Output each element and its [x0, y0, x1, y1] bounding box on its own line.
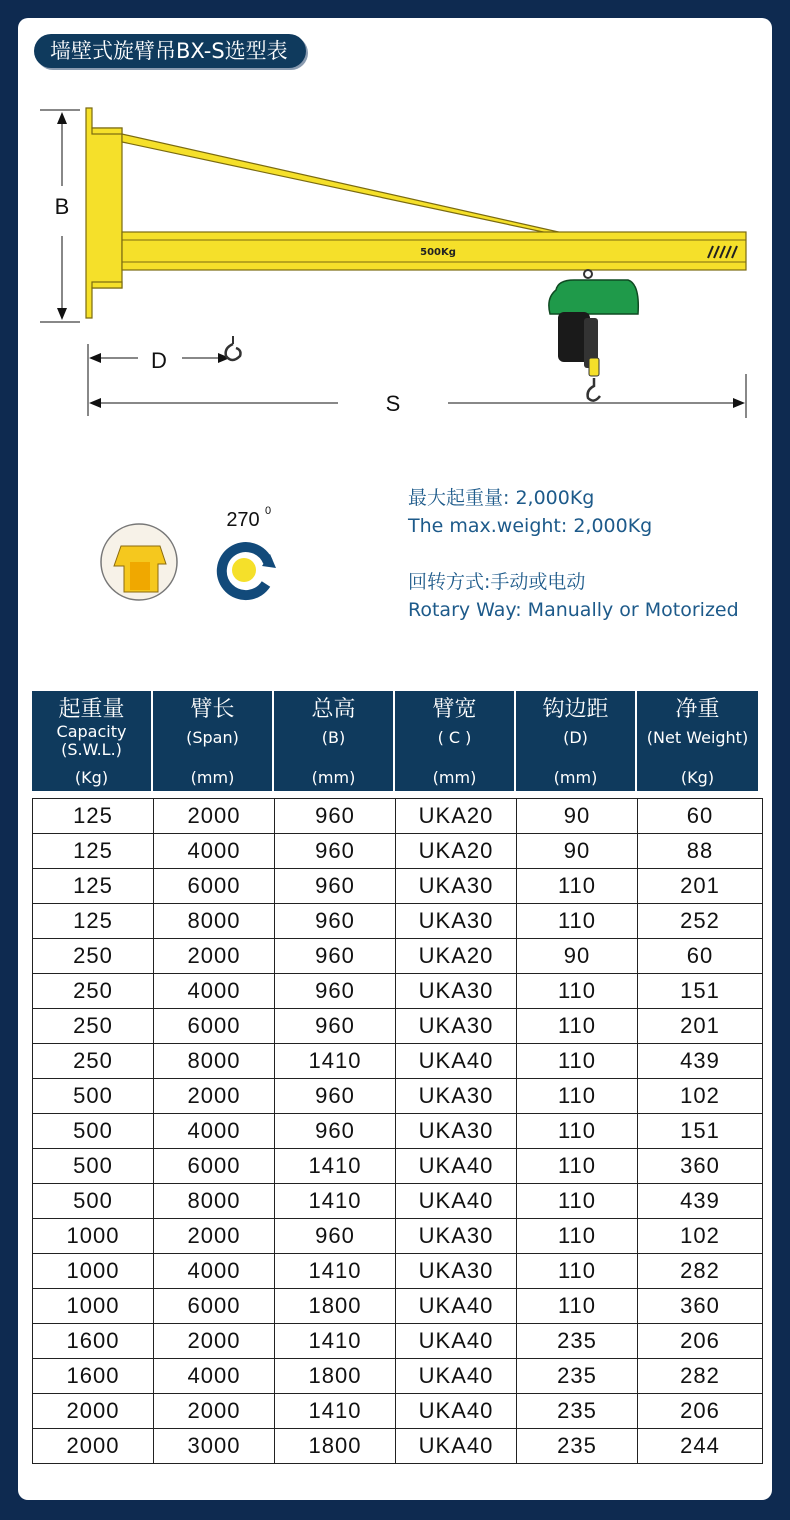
table-row: [33, 1429, 763, 1464]
cell-arm-width: UKA40: [396, 1149, 517, 1184]
cell-net-weight: 282: [638, 1254, 763, 1289]
cell-height: 960: [275, 799, 396, 834]
page-title: 墙壁式旋臂吊BX-S选型表: [34, 34, 306, 68]
cell-capacity: 500: [33, 1184, 154, 1219]
hook-icon: [226, 336, 241, 360]
cell-net-weight: 60: [638, 939, 763, 974]
header-arm-width-unit: (mm): [432, 768, 477, 787]
table-row: [33, 1359, 763, 1394]
table-row: [33, 1114, 763, 1149]
cell-net-weight: 206: [638, 1324, 763, 1359]
cell-arm-width: UKA30: [396, 1114, 517, 1149]
cell-capacity: 1000: [33, 1254, 154, 1289]
header-hook-distance-en: (D): [563, 728, 588, 747]
header-span: [153, 691, 272, 791]
cell-capacity: 1000: [33, 1289, 154, 1324]
cell-hook-distance: 235: [517, 1394, 638, 1429]
cell-height: 960: [275, 1219, 396, 1254]
cell-arm-width: UKA30: [396, 904, 517, 939]
cell-net-weight: 439: [638, 1044, 763, 1079]
header-span-cn: 臂长: [190, 697, 235, 722]
table-row: [33, 974, 763, 1009]
max-weight-cn: 最大起重量: 2,000Kg: [408, 487, 595, 509]
rotary-way-en: Rotary Way: Manually or Motorized: [408, 599, 739, 621]
header-capacity: [32, 691, 151, 791]
cell-span: 6000: [154, 1149, 275, 1184]
cell-arm-width: UKA40: [396, 1324, 517, 1359]
cell-arm-width: UKA40: [396, 1289, 517, 1324]
cell-span: 2000: [154, 799, 275, 834]
cell-arm-width: UKA30: [396, 974, 517, 1009]
cell-net-weight: 282: [638, 1359, 763, 1394]
cell-net-weight: 201: [638, 869, 763, 904]
header-span-unit: (mm): [190, 768, 235, 787]
cell-hook-distance: 110: [517, 974, 638, 1009]
cell-capacity: 250: [33, 1044, 154, 1079]
cell-capacity: 1000: [33, 1219, 154, 1254]
cell-span: 8000: [154, 904, 275, 939]
header-capacity-unit: (Kg): [74, 768, 109, 787]
cell-arm-width: UKA30: [396, 1219, 517, 1254]
cell-hook-distance: 110: [517, 1079, 638, 1114]
cell-hook-distance: 110: [517, 1044, 638, 1079]
cell-hook-distance: 235: [517, 1429, 638, 1464]
cell-capacity: 500: [33, 1149, 154, 1184]
cell-hook-distance: 90: [517, 939, 638, 974]
cell-height: 1800: [275, 1429, 396, 1464]
cell-span: 4000: [154, 974, 275, 1009]
cell-hook-distance: 110: [517, 1289, 638, 1324]
table-row: [33, 939, 763, 974]
cell-span: 2000: [154, 1219, 275, 1254]
max-weight-en: The max.weight: 2,000Kg: [408, 515, 653, 537]
cell-arm-width: UKA30: [396, 1009, 517, 1044]
cell-arm-width: UKA20: [396, 834, 517, 869]
cell-capacity: 250: [33, 939, 154, 974]
cell-net-weight: 439: [638, 1184, 763, 1219]
table-row: [33, 904, 763, 939]
cell-height: 1800: [275, 1359, 396, 1394]
header-height-unit: (mm): [311, 768, 356, 787]
cell-height: 1410: [275, 1044, 396, 1079]
cell-hook-distance: 235: [517, 1359, 638, 1394]
cell-arm-width: UKA30: [396, 869, 517, 904]
header-hook-distance-unit: (mm): [553, 768, 598, 787]
cell-capacity: 125: [33, 799, 154, 834]
cell-span: 8000: [154, 1044, 275, 1079]
cell-height: 1410: [275, 1254, 396, 1289]
dimension-s: [89, 374, 746, 418]
cell-arm-width: UKA40: [396, 1394, 517, 1429]
header-height-en: (B): [321, 728, 346, 747]
jib-crane-diagram: [18, 18, 772, 678]
cell-net-weight: 360: [638, 1289, 763, 1324]
header-capacity-en: Capacity: [56, 722, 127, 741]
cell-hook-distance: 110: [517, 904, 638, 939]
dimension-b: [40, 110, 80, 322]
table-row: [33, 799, 763, 834]
cell-arm-width: UKA30: [396, 1254, 517, 1289]
cell-hook-distance: 110: [517, 1254, 638, 1289]
header-net-weight-unit: (Kg): [680, 768, 715, 787]
header-net-weight-en: (Net Weight): [646, 728, 749, 747]
cell-span: 3000: [154, 1429, 275, 1464]
header-height: [274, 691, 393, 791]
label-b: B: [54, 194, 70, 219]
cell-capacity: 125: [33, 869, 154, 904]
cell-height: 960: [275, 904, 396, 939]
table-row: [33, 1394, 763, 1429]
cell-span: 4000: [154, 1359, 275, 1394]
wall-bracket: [86, 108, 122, 318]
cell-hook-distance: 110: [517, 1219, 638, 1254]
label-s: S: [385, 391, 401, 416]
cell-span: 6000: [154, 1289, 275, 1324]
header-arm-width-cn: 臂宽: [432, 697, 477, 722]
table-row: [33, 1044, 763, 1079]
cell-span: 4000: [154, 1114, 275, 1149]
cell-span: 2000: [154, 1394, 275, 1429]
table-row: [33, 869, 763, 904]
cell-hook-distance: 110: [517, 1149, 638, 1184]
selection-table: [32, 798, 763, 1464]
rotation-icon: [222, 505, 276, 595]
header-capacity-cn: 起重量: [58, 697, 125, 722]
cell-arm-width: UKA40: [396, 1044, 517, 1079]
rotary-way-cn: 回转方式:手动或电动: [408, 571, 586, 593]
cell-hook-distance: 110: [517, 869, 638, 904]
cell-capacity: 2000: [33, 1394, 154, 1429]
cell-hook-distance: 110: [517, 1114, 638, 1149]
cell-arm-width: UKA30: [396, 1079, 517, 1114]
cell-span: 2000: [154, 1324, 275, 1359]
dimension-d: [88, 336, 241, 416]
cell-net-weight: 151: [638, 974, 763, 1009]
header-hook-distance: [516, 691, 635, 791]
cell-net-weight: 88: [638, 834, 763, 869]
table-row: [33, 1324, 763, 1359]
table-row: [33, 834, 763, 869]
table-row: [33, 1149, 763, 1184]
cell-span: 4000: [154, 834, 275, 869]
electric-hoist: [549, 270, 638, 401]
cell-net-weight: 151: [638, 1114, 763, 1149]
cell-capacity: 2000: [33, 1429, 154, 1464]
boom-arm: [122, 232, 746, 270]
table-row: [33, 1009, 763, 1044]
cell-height: 960: [275, 1079, 396, 1114]
cell-capacity: 1600: [33, 1324, 154, 1359]
table-row: [33, 1219, 763, 1254]
cell-span: 6000: [154, 869, 275, 904]
cell-height: 960: [275, 974, 396, 1009]
header-net-weight-cn: 净重: [675, 697, 720, 722]
cell-height: 960: [275, 939, 396, 974]
content-card: [18, 18, 772, 1500]
header-span-en: (Span): [186, 728, 239, 747]
cell-net-weight: 102: [638, 1219, 763, 1254]
cell-height: 1800: [275, 1289, 396, 1324]
cell-span: 2000: [154, 939, 275, 974]
cell-capacity: 250: [33, 974, 154, 1009]
table-row: [33, 1289, 763, 1324]
cell-height: 960: [275, 834, 396, 869]
cell-capacity: 125: [33, 904, 154, 939]
cell-net-weight: 60: [638, 799, 763, 834]
cell-span: 4000: [154, 1254, 275, 1289]
label-d: D: [151, 348, 167, 373]
cell-net-weight: 102: [638, 1079, 763, 1114]
cell-net-weight: 252: [638, 904, 763, 939]
cell-height: 1410: [275, 1149, 396, 1184]
table-row: [33, 1254, 763, 1289]
cell-arm-width: UKA40: [396, 1184, 517, 1219]
cell-arm-width: UKA40: [396, 1359, 517, 1394]
boom-load-label: 500Kg: [420, 247, 456, 258]
cell-height: 960: [275, 1009, 396, 1044]
header-arm-width-en: ( C ): [437, 728, 472, 747]
header-capacity-swl: (S.W.L.): [61, 740, 122, 759]
boom-profile-icon: [101, 524, 177, 600]
cell-capacity: 500: [33, 1114, 154, 1149]
cell-hook-distance: 110: [517, 1009, 638, 1044]
cell-net-weight: 360: [638, 1149, 763, 1184]
cell-arm-width: UKA40: [396, 1429, 517, 1464]
rotation-angle: 270: [226, 509, 260, 531]
cell-hook-distance: 110: [517, 1184, 638, 1219]
table-row: [33, 1079, 763, 1114]
cell-span: 6000: [154, 1009, 275, 1044]
cell-hook-distance: 235: [517, 1324, 638, 1359]
cell-capacity: 500: [33, 1079, 154, 1114]
cell-height: 1410: [275, 1184, 396, 1219]
header-arm-width: [395, 691, 514, 791]
cell-height: 1410: [275, 1324, 396, 1359]
cell-capacity: 1600: [33, 1359, 154, 1394]
cell-net-weight: 206: [638, 1394, 763, 1429]
header-hook-distance-cn: 钩边距: [542, 697, 609, 722]
cell-net-weight: 201: [638, 1009, 763, 1044]
header-net-weight: [637, 691, 758, 791]
diagonal-brace: [122, 134, 563, 233]
cell-span: 2000: [154, 1079, 275, 1114]
rotation-degree: 0: [265, 505, 272, 517]
cell-height: 960: [275, 1114, 396, 1149]
cell-capacity: 125: [33, 834, 154, 869]
cell-arm-width: UKA20: [396, 939, 517, 974]
cell-net-weight: 244: [638, 1429, 763, 1464]
cell-arm-width: UKA20: [396, 799, 517, 834]
cell-span: 8000: [154, 1184, 275, 1219]
table-row: [33, 1184, 763, 1219]
cell-height: 1410: [275, 1394, 396, 1429]
cell-hook-distance: 90: [517, 834, 638, 869]
cell-capacity: 250: [33, 1009, 154, 1044]
cell-height: 960: [275, 869, 396, 904]
cell-hook-distance: 90: [517, 799, 638, 834]
header-height-cn: 总高: [311, 697, 356, 722]
